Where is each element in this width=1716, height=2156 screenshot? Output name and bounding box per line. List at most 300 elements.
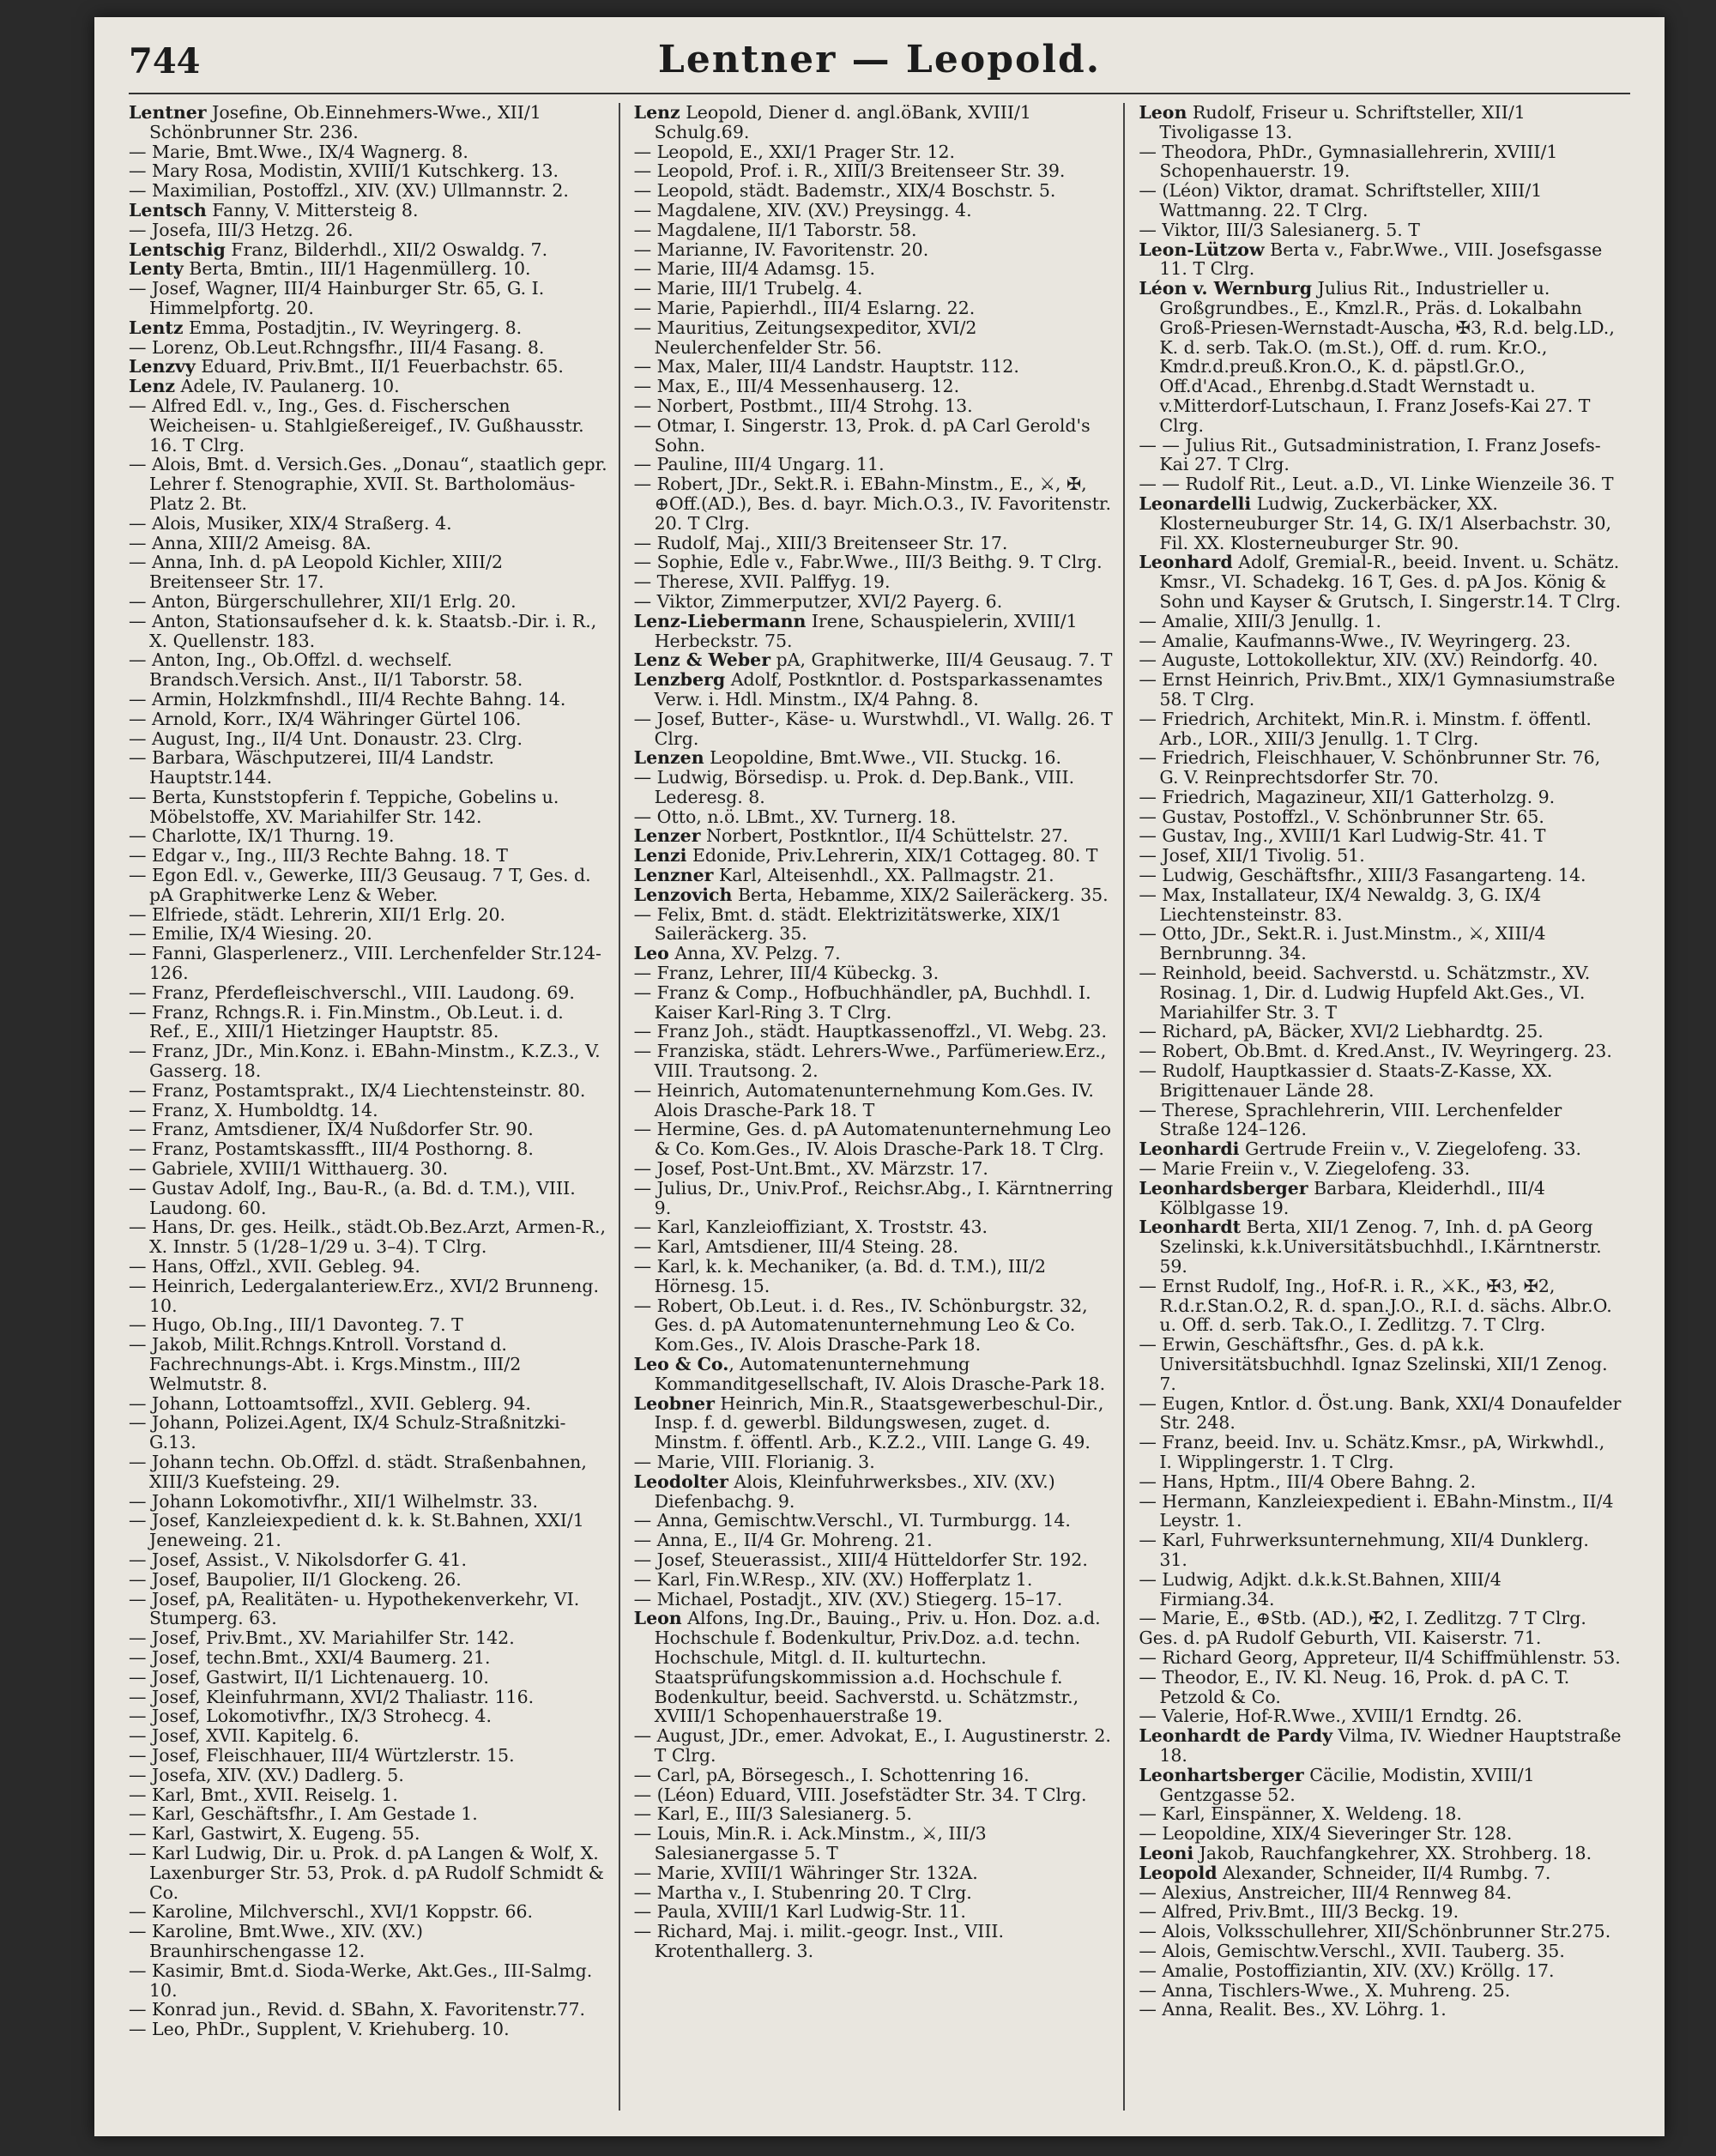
directory-entry bbox=[634, 768, 1115, 807]
page-number: 744 bbox=[129, 41, 201, 82]
directory-entry bbox=[129, 612, 610, 651]
directory-entry bbox=[1139, 142, 1622, 182]
directory-entry bbox=[634, 1883, 1115, 1903]
entry-details: — Amalie, Kaufmanns-Wwe., IV. Weyringerg. 23. bbox=[1139, 630, 1571, 651]
entry-details: Franz, Bilderhdl., XII/2 Oswaldg. 7. bbox=[225, 239, 548, 260]
entry-details: — Josef, Kleinfuhrmann, XVI/2 Thaliastr. 116. bbox=[129, 1686, 535, 1707]
directory-entry bbox=[634, 357, 1115, 377]
directory-entry bbox=[129, 396, 610, 455]
directory-entry bbox=[129, 1452, 610, 1492]
entry-details: — Franz, Postamtskassfft., III/4 Posthorng. 8. bbox=[129, 1138, 534, 1160]
directory-entry bbox=[129, 650, 610, 690]
directory-entry bbox=[634, 1022, 1115, 1042]
entry-details: — Josef, Gastwirt, II/1 Lichtenauerg. 10. bbox=[129, 1666, 489, 1688]
entry-details: — Hans, Hptm., III/4 Obere Bahng. 2. bbox=[1139, 1471, 1477, 1492]
entry-details: — Franziska, städt. Lehrers-Wwe., Parfümeriew.Erz., VIII. Trautsong. 2. bbox=[633, 1041, 1107, 1082]
entry-details: — Alfred Edl. v., Ing., Ges. d. Fischerschen Weicheisen- u. Stahlgießereigef., IV. Gußhausstr. 16. T Clrg. bbox=[129, 395, 584, 456]
directory-entry bbox=[129, 1961, 610, 2001]
entry-details: — Amalie, Postoffiziantin, XIV. (XV.) Kröllg. 17. bbox=[1139, 1960, 1555, 1981]
entry-details: Jakob, Rauchfangkehrer, XX. Strohberg. 18. bbox=[1193, 1842, 1592, 1863]
directory-entry bbox=[634, 259, 1115, 279]
entry-surname: Lentner bbox=[129, 103, 207, 123]
directory-entry bbox=[1139, 1394, 1622, 1434]
entry-details: — Anna, Realit. Bes., XV. Löhrg. 1. bbox=[1139, 1999, 1447, 2020]
directory-entry bbox=[634, 1394, 1115, 1452]
directory-entry bbox=[129, 690, 610, 710]
directory-entry bbox=[1139, 1472, 1622, 1492]
entry-details: Leopoldine, Bmt.Wwe., VII. Stuckg. 16. bbox=[704, 747, 1062, 769]
directory-entry bbox=[634, 553, 1115, 572]
entry-details: — Josefa, XIV. (XV.) Dadlerg. 5. bbox=[129, 1764, 404, 1785]
entry-details: — Norbert, Postbmt., III/4 Strohg. 13. bbox=[633, 395, 973, 416]
entry-details: — Marianne, IV. Favoritenstr. 20. bbox=[633, 239, 929, 260]
entry-details: — Egon Edl. v., Gewerke, III/3 Geusaug. 7 T, Ges. d. pA Graphitwerke Lenz & Weber. bbox=[129, 865, 591, 905]
directory-entry bbox=[1139, 1668, 1622, 1707]
entry-details: — Johann Lokomotivfhr., XII/1 Wilhelmstr. 33. bbox=[129, 1490, 539, 1512]
entry-details: — Anton, Bürgerschullehrer, XII/1 Erlg. 20. bbox=[129, 590, 517, 612]
entry-details: — Karl, Geschäftsfhr., I. Am Gestade 1. bbox=[129, 1803, 478, 1825]
entry-details: — Sophie, Edle v., Fabr.Wwe., III/3 Beithg. 9. T Clrg. bbox=[633, 552, 1103, 573]
directory-entry bbox=[634, 318, 1115, 358]
directory-entry bbox=[634, 1179, 1115, 1218]
entry-details: Fanny, V. Mittersteig 8. bbox=[206, 199, 419, 220]
entry-details: — Karl, Bmt., XVII. Reiselg. 1. bbox=[129, 1784, 398, 1805]
directory-entry bbox=[129, 220, 610, 240]
directory-entry bbox=[129, 1277, 610, 1316]
directory-entry bbox=[634, 846, 1115, 866]
directory-entry bbox=[634, 1452, 1115, 1472]
entry-details: — Elfriede, städt. Lehrerin, XII/1 Erlg. 20. bbox=[129, 903, 506, 925]
entry-details: — Hermine, Ges. d. pA Automatenunternehmung Leo & Co. Kom.Ges., IV. Alois Drasche-Park 18. T Clrg. bbox=[633, 1119, 1112, 1160]
entry-details: — Magdalene, XIV. (XV.) Preysingg. 4. bbox=[633, 199, 972, 220]
directory-entry bbox=[634, 377, 1115, 396]
entry-surname: Lenz-Liebermann bbox=[633, 610, 807, 631]
entry-details: Emma, Postadjtin., IV. Weyringerg. 8. bbox=[183, 317, 523, 338]
entry-details: — Edgar v., Ing., III/3 Rechte Bahng. 18. T bbox=[129, 845, 508, 867]
entry-details: — Berta, Kunststopferin f. Teppiche, Gobelins u. Möbelstoffe, XV. Mariahilfer Str. 142. bbox=[129, 786, 559, 827]
directory-entry bbox=[129, 1706, 610, 1726]
entry-details: — Emilie, IX/4 Wiesing. 20. bbox=[129, 923, 372, 945]
entry-details: — Karl, k. k. Mechaniker, (a. Bd. d. T.M.), III/2 Hörnesg. 15. bbox=[633, 1256, 1047, 1296]
directory-entry bbox=[634, 963, 1115, 983]
directory-entry bbox=[1139, 866, 1622, 885]
directory-entry bbox=[634, 748, 1115, 768]
entry-details: — Anna, E., II/4 Gr. Mohreng. 21. bbox=[633, 1530, 933, 1551]
entry-details: — Richard Georg, Appreteur, II/4 Schiffmühlenstr. 53. bbox=[1139, 1646, 1621, 1668]
directory-entry bbox=[129, 2020, 610, 2039]
directory-entry bbox=[1139, 612, 1622, 631]
directory-entry bbox=[634, 1120, 1115, 1159]
directory-entry bbox=[129, 1139, 610, 1159]
entry-details: — Auguste, Lottokollektur, XIV. (XV.) Reindorfg. 40. bbox=[1139, 649, 1598, 671]
directory-entry bbox=[129, 1120, 610, 1139]
entry-surname: Lentsch bbox=[129, 199, 207, 220]
entry-details: — Josef, Post-Unt.Bmt., XV. Märzstr. 17. bbox=[633, 1158, 988, 1180]
entry-details: — Felix, Bmt. d. städt. Elektrizitätswerke, XIX/1 Saileräckerg. 35. bbox=[633, 903, 1062, 945]
entry-details: — Magdalene, II/1 Taborstr. 58. bbox=[633, 219, 917, 240]
directory-entry bbox=[129, 1492, 610, 1512]
directory-entry bbox=[129, 142, 610, 162]
directory-entry bbox=[129, 1688, 610, 1707]
entry-details: Ludwig, Zuckerbäcker, XX. Klosterneuburger Str. 14, G. IX/1 Alserbachstr. 30, Fil. XX. Klosterneuburger Str. 90. bbox=[1159, 492, 1612, 553]
directory-entry bbox=[129, 1648, 610, 1668]
entry-details: — Josef, pA, Realitäten- u. Hypothekenverkehr, VI. Stumperg. 63. bbox=[129, 1588, 580, 1629]
entry-details: — Anton, Ing., Ob.Offzl. d. wechself. Brandsch.Versich. Anst., II/1 Taborstr. 58. bbox=[129, 649, 523, 691]
entry-details: — Ernst Heinrich, Priv.Bmt., XIX/1 Gymnasiumstraße 58. T Clrg. bbox=[1139, 669, 1616, 710]
entry-details: — Hugo, Ob.Ing., III/1 Davonteg. 7. T bbox=[129, 1314, 463, 1336]
entry-details: — Therese, Sprachlehrerin, VIII. Lerchenfelder Straße 124–126. bbox=[1139, 1099, 1562, 1140]
directory-entry bbox=[129, 338, 610, 358]
directory-entry bbox=[634, 1570, 1115, 1590]
entry-details: — Franz Joh., städt. Hauptkassenoffzl., VI. Webg. 23. bbox=[633, 1021, 1107, 1042]
directory-entry bbox=[129, 1159, 610, 1179]
directory-entry bbox=[1139, 650, 1622, 670]
entry-details: — Otto, n.ö. LBmt., XV. Turnerg. 18. bbox=[633, 806, 957, 827]
directory-entry bbox=[129, 905, 610, 925]
entry-details: — Anna, Inh. d. pA Leopold Kichler, XIII/2 Breitenseer Str. 17. bbox=[129, 552, 504, 593]
directory-entry bbox=[129, 1394, 610, 1414]
directory-entry bbox=[634, 1902, 1115, 1922]
directory-entry bbox=[634, 983, 1115, 1023]
directory-entry bbox=[634, 1922, 1115, 1961]
directory-entry bbox=[1139, 885, 1622, 925]
entry-details: — Paula, XVIII/1 Karl Ludwig-Str. 11. bbox=[633, 1901, 966, 1923]
directory-entry bbox=[1139, 103, 1622, 142]
entry-details: — Alois, Volksschullehrer, XII/Schönbrunner Str.275. bbox=[1139, 1921, 1611, 1942]
entry-details: Adolf, Gremial-R., beeid. Invent. u. Schätz. Kmsr., VI. Schadekg. 16 T, Ges. d. pA Jos. König & Sohn und Kayser & Grutsch, I. Singerstr.14. T Clrg. bbox=[1159, 552, 1622, 612]
directory-entry bbox=[634, 885, 1115, 905]
entry-details: — Leopold, Prof. i. R., XIII/3 Breitenseer Str. 39. bbox=[633, 160, 1066, 182]
directory-entry bbox=[1139, 1804, 1622, 1824]
directory-entry bbox=[634, 1766, 1115, 1785]
entry-details: — Alois, Musiker, XIX/4 Straßerg. 4. bbox=[129, 512, 452, 534]
entry-details: — Gustav, Ing., XVIII/1 Karl Ludwig-Str. 41. T bbox=[1139, 825, 1546, 847]
entry-details: — Gabriele, XVIII/1 Witthauerg. 30. bbox=[129, 1158, 449, 1180]
entry-details: — Marie, III/4 Adamsg. 15. bbox=[633, 258, 876, 280]
directory-entry bbox=[129, 1511, 610, 1550]
directory-entry bbox=[634, 201, 1115, 220]
entry-details: — Amalie, XIII/3 Jenullg. 1. bbox=[1139, 610, 1382, 631]
entry-details: Ges. d. pA Rudolf Geburth, VII. Kaiserstr. 71. bbox=[1139, 1628, 1542, 1649]
directory-entry bbox=[129, 1726, 610, 1746]
directory-entry bbox=[1139, 1766, 1622, 1805]
entry-surname: Leonhard bbox=[1139, 552, 1233, 573]
entry-details: — Marie, Bmt.Wwe., IX/4 Wagnerg. 8. bbox=[129, 141, 468, 162]
entry-details: — Therese, XVII. Palffyg. 19. bbox=[633, 571, 891, 593]
entry-details: — Josefa, III/3 Hetzg. 26. bbox=[129, 219, 353, 240]
directory-entry bbox=[634, 905, 1115, 945]
entry-details: — Julius, Dr., Univ.Prof., Reichsr.Abg., I. Kärntnerring 9. bbox=[633, 1177, 1114, 1218]
directory-entry bbox=[634, 455, 1115, 474]
directory-entry bbox=[129, 1550, 610, 1570]
directory-entry bbox=[129, 866, 610, 905]
entry-details: Heinrich, Min.R., Staatsgewerbeschul-Dir., Insp. f. d. gewerbl. Bildungswesen, zuget. d. Minstm. f. öffentl. Arb., K.Z.2., VIII. Lange G. 49. bbox=[654, 1392, 1104, 1453]
directory-entry bbox=[634, 1472, 1115, 1512]
directory-entry bbox=[1139, 1942, 1622, 1961]
column-middle bbox=[634, 103, 1126, 2111]
directory-entry bbox=[1139, 1883, 1622, 1903]
entry-details: — Gustav Adolf, Ing., Bau-R., (a. Bd. d. T.M.), VIII. Laudong. 60. bbox=[129, 1177, 576, 1218]
directory-entry bbox=[1139, 631, 1622, 651]
entry-details: — Martha v., I. Stubenring 20. T Clrg. bbox=[633, 1881, 972, 1903]
entry-surname: Leon-Lützow bbox=[1139, 239, 1265, 260]
directory-entry bbox=[129, 1179, 610, 1218]
entry-details: — Rudolf, Maj., XIII/3 Breitenseer Str. 17. bbox=[633, 532, 1008, 553]
entry-details: — Karoline, Bmt.Wwe., XIV. (XV.) Braunhirschengasse 12. bbox=[129, 1921, 424, 1961]
directory-entry bbox=[634, 1355, 1115, 1394]
entry-details: Cäcilie, Modistin, XVIII/1 Gentzgasse 52. bbox=[1159, 1764, 1535, 1805]
directory-entry bbox=[129, 1804, 610, 1824]
directory-entry bbox=[634, 710, 1115, 749]
entry-details: — August, Ing., II/4 Unt. Donaustr. 23. Clrg. bbox=[129, 728, 523, 749]
entry-details: — Viktor, III/3 Salesianerg. 5. T bbox=[1139, 219, 1420, 240]
entry-details: — Leopold, städt. Bademstr., XIX/4 Boschstr. 5. bbox=[633, 180, 1056, 202]
entry-details: — Anna, Tischlers-Wwe., X. Muhreng. 25. bbox=[1139, 1979, 1511, 2001]
directory-entry bbox=[129, 1042, 610, 1081]
entry-details: — Konrad jun., Revid. d. SBahn, X. Favoritenstr.77. bbox=[129, 1999, 586, 2020]
directory-entry bbox=[1139, 1902, 1622, 1922]
entry-details: — Karl, Kanzleioffiziant, X. Troststr. 43. bbox=[633, 1217, 988, 1238]
entry-details: — (Léon) Viktor, dramat. Schriftsteller, XIII/1 Wattmanng. 22. T Clrg. bbox=[1139, 180, 1543, 220]
directory-entry bbox=[129, 846, 610, 866]
entry-details: — — Rudolf Rit., Leut. a.D., VI. Linke Wienzeile 36. T bbox=[1139, 474, 1614, 495]
entry-details: — Ernst Rudolf, Ing., Hof-R. i. R., ⚔K., ✠3, ✠2, R.d.r.Stan.O.2, R. d. span.J.O., R.I. d. sächs. Albr.O. u. Off. d. serb. Tak.O., I. Zedlitzg. 7. T Clrg. bbox=[1139, 1275, 1612, 1336]
directory-entry bbox=[1139, 494, 1622, 553]
entry-details: — Rudolf, Hauptkassier d. Staats-Z-Kasse, XX. Brigittenauer Lände 28. bbox=[1139, 1060, 1553, 1101]
directory-entry bbox=[1139, 1844, 1622, 1863]
directory-entry bbox=[1139, 279, 1622, 435]
directory-entry bbox=[129, 1922, 610, 1961]
entry-details: — Friedrich, Magazineur, XII/1 Gatterholzg. 9. bbox=[1139, 786, 1556, 807]
entry-details: — Marie, Papierhdl., III/4 Eslarng. 22. bbox=[633, 297, 976, 318]
entry-details: — Max, E., III/4 Messenhauserg. 12. bbox=[633, 376, 960, 397]
entry-details: — Viktor, Zimmerputzer, XVI/2 Payerg. 6. bbox=[633, 590, 1003, 612]
directory-entry bbox=[1139, 826, 1622, 846]
entry-details: — Eugen, Kntlor. d. Öst.ung. Bank, XXI/4 Donaufelder Str. 248. bbox=[1139, 1392, 1622, 1434]
directory-entry bbox=[129, 1413, 610, 1452]
directory-entry bbox=[129, 1902, 610, 1922]
entry-details: — Alois, Bmt. d. Versich.Ges. „Donau“, staatlich gepr. Lehrer f. Stenographie, XVII. St. Bartholomäus-Platz 2. Bt. bbox=[129, 454, 607, 514]
entry-details: — Josef, Kanzleiexpedient d. k. k. St.Bahnen, XXI/1 Jeneweing. 21. bbox=[129, 1510, 584, 1551]
directory-entry bbox=[129, 357, 610, 377]
directory-entry bbox=[129, 201, 610, 220]
directory-entry bbox=[129, 983, 610, 1003]
entry-details: — Franz, Pferdefleischverschl., VIII. Laudong. 69. bbox=[129, 981, 575, 1003]
entry-details: — Josef, XII/1 Tivolig. 51. bbox=[1139, 845, 1365, 867]
entry-details: — Marie, E., ⊕Stb. (AD.), ✠2, I. Zedlitzg. 7 T Clrg. bbox=[1139, 1608, 1586, 1629]
entry-details: — August, JDr., emer. Advokat, E., I. Augustinerstr. 2. T Clrg. bbox=[633, 1725, 1111, 1766]
entry-details: — Josef, XVII. Kapitelg. 6. bbox=[129, 1725, 360, 1747]
directory-entry bbox=[129, 924, 610, 944]
directory-entry bbox=[129, 534, 610, 553]
directory-entry bbox=[634, 1511, 1115, 1531]
directory-entry bbox=[129, 710, 610, 729]
entry-surname: Leo bbox=[633, 943, 669, 964]
entry-details: — Max, Maler, III/4 Landstr. Hauptstr. 112. bbox=[633, 356, 1019, 377]
entry-details: — Leopold, E., XXI/1 Prager Str. 12. bbox=[633, 141, 956, 162]
entry-details: — Fanni, Glasperlenerz., VIII. Lerchenfelder Str.124-126. bbox=[129, 943, 601, 984]
directory-entry bbox=[634, 866, 1115, 885]
entry-details: — Karoline, Milchverschl., XVI/1 Koppstr. 66. bbox=[129, 1901, 534, 1923]
entry-surname: Leon bbox=[633, 1608, 682, 1629]
directory-entry bbox=[634, 1785, 1115, 1805]
entry-details: — Josef, Butter-, Käse- u. Wurstwhdl., VI. Wallg. 26. T Clrg. bbox=[633, 708, 1113, 749]
directory-entry bbox=[1139, 924, 1622, 963]
directory-entry bbox=[129, 161, 610, 181]
entry-details: pA, Graphitwerke, III/4 Geusaug. 7. T bbox=[770, 649, 1113, 671]
entry-details: — Karl, Einspänner, X. Weldeng. 18. bbox=[1139, 1803, 1462, 1825]
entry-surname: Leonhardt de Pardy bbox=[1139, 1725, 1332, 1747]
entry-details: — Lorenz, Ob.Leut.Rchngsfhr., III/4 Fasang. 8. bbox=[129, 336, 545, 358]
directory-entry bbox=[1139, 1648, 1622, 1668]
entry-surname: Leobner bbox=[633, 1392, 715, 1414]
directory-entry bbox=[1139, 1706, 1622, 1726]
directory-entry bbox=[1139, 1981, 1622, 2001]
entry-details: Barbara, Kleiderhdl., III/4 Kölblgasse 19. bbox=[1159, 1177, 1545, 1218]
directory-entry bbox=[634, 1804, 1115, 1824]
entry-details: — Robert, JDr., Sekt.R. i. EBahn-Minstm., E., ⚔, ✠, ⊕Off.(AD.), Bes. d. bayr. Mich.O.3., IV. Favoritenstr. 20. T Clrg. bbox=[633, 474, 1111, 534]
entry-details: — Anton, Stationsaufseher d. k. k. Staatsb.-Dir. i. R., X. Quellenstr. 183. bbox=[129, 610, 597, 651]
entry-details: — Jakob, Milit.Rchngs.Kntroll. Vorstand d. Fachrechnungs-Abt. i. Krgs.Minstm., III/2 Welmutstr. 8. bbox=[129, 1334, 522, 1394]
directory-entry bbox=[129, 1081, 610, 1101]
entry-surname: Lenzvy bbox=[129, 356, 196, 377]
entry-details: — Karl Ludwig, Dir. u. Prok. d. pA Langen & Wolf, X. Laxenburger Str. 53, Prok. d. pA Rudolf Schmidt & Co. bbox=[129, 1842, 605, 1903]
directory-entry bbox=[1139, 1531, 1622, 1570]
directory-entry bbox=[129, 1335, 610, 1393]
entry-details: Adolf, Postkntlor. d. Postsparkassenamtes Verw. i. Hdl. Minstm., IX/4 Pahng. 8. bbox=[654, 669, 1103, 710]
entry-details: — Franz, Postamtsprakt., IX/4 Liechtensteinstr. 80. bbox=[129, 1079, 586, 1101]
entry-details: — Friedrich, Fleischhauer, V. Schönbrunner Str. 76, G. V. Reinprechtsdorfer Str. 70. bbox=[1139, 747, 1601, 788]
directory-entry bbox=[129, 1101, 610, 1120]
entry-details: — Pauline, III/4 Ungarg. 11. bbox=[633, 454, 885, 475]
entry-surname: Lentschig bbox=[129, 239, 226, 260]
directory-entry bbox=[634, 1257, 1115, 1296]
entry-details: — Friedrich, Architekt, Min.R. i. Minstm. f. öffentl. Arb., LOR., XIII/3 Jenullg. 1. T Clrg. bbox=[1139, 708, 1592, 749]
directory-entry bbox=[634, 650, 1115, 670]
directory-entry bbox=[1139, 1217, 1622, 1276]
entry-details: Josefine, Ob.Einnehmers-Wwe., XII/1 Schönbrunner Str. 236. bbox=[149, 103, 541, 142]
entry-surname: Leonhartsberger bbox=[1139, 1764, 1304, 1785]
entry-details: — Alfred, Priv.Bmt., III/3 Beckg. 19. bbox=[1139, 1901, 1459, 1923]
entry-surname: Lenty bbox=[129, 258, 184, 280]
directory-entry bbox=[1139, 710, 1622, 749]
entry-surname: Leoni bbox=[1139, 1842, 1194, 1863]
directory-entry bbox=[1139, 553, 1622, 611]
directory-entry bbox=[129, 788, 610, 827]
entry-surname: Leonhardsberger bbox=[1139, 1177, 1308, 1199]
directory-entry bbox=[634, 1863, 1115, 1883]
directory-entry bbox=[129, 181, 610, 201]
directory-entry bbox=[1139, 1824, 1622, 1844]
directory-entry bbox=[129, 592, 610, 612]
directory-entry bbox=[1139, 788, 1622, 807]
entry-surname: Lenzner bbox=[633, 865, 714, 886]
directory-entry bbox=[1139, 1101, 1622, 1140]
entry-details: Karl, Alteisenhdl., XX. Pallmagstr. 21. bbox=[713, 865, 1054, 886]
directory-entry bbox=[1139, 807, 1622, 827]
running-head: Lentner — Leopold. bbox=[657, 38, 1102, 82]
entry-details: Alois, Kleinfuhrwerksbes., XIV. (XV.) Diefenbachg. 9. bbox=[654, 1471, 1055, 1512]
entry-details: — Karl, Fin.W.Resp., XIV. (XV.) Hofferplatz 1. bbox=[633, 1568, 1033, 1590]
entry-surname: Léon v. Wernburg bbox=[1139, 278, 1313, 299]
directory-entry bbox=[634, 396, 1115, 416]
directory-entry bbox=[1139, 1433, 1622, 1472]
entry-details: Vilma, IV. Wiedner Hauptstraße 18. bbox=[1159, 1725, 1622, 1766]
entry-details: — Mary Rosa, Modistin, XVIII/1 Kutschkerg. 13. bbox=[129, 160, 559, 182]
entry-details: Rudolf, Friseur u. Schriftsteller, XII/1 Tivoligasse 13. bbox=[1159, 103, 1526, 142]
entry-surname: Lenzen bbox=[633, 747, 704, 769]
directory-entry bbox=[634, 240, 1115, 260]
directory-entry bbox=[634, 1550, 1115, 1570]
entry-details: — Josef, Assist., V. Nikolsdorfer G. 41. bbox=[129, 1549, 467, 1570]
page-header bbox=[129, 33, 1630, 94]
entry-details: — Hans, Dr. ges. Heilk., städt.Ob.Bez.Arzt, Armen-R., X. Innstr. 5 (1/28–1/29 u. 3–4). T Clrg. bbox=[129, 1217, 607, 1258]
entry-details: Berta v., Fabr.Wwe., VIII. Josefsgasse 11. T Clrg. bbox=[1159, 239, 1603, 280]
directory-entry bbox=[634, 1217, 1115, 1237]
directory-entry bbox=[129, 1570, 610, 1590]
entry-details: — Armin, Holzkmfnshdl., III/4 Rechte Bahng. 14. bbox=[129, 688, 566, 710]
directory-entry bbox=[1139, 1277, 1622, 1335]
directory-entry bbox=[129, 1590, 610, 1629]
entry-details: — Franz, JDr., Min.Konz. i. EBahn-Minstm., K.Z.3., V. Gasserg. 18. bbox=[129, 1041, 601, 1082]
entry-details: Alexander, Schneider, II/4 Rumbg. 7. bbox=[1217, 1862, 1551, 1883]
entry-details: — Hans, Offzl., XVII. Gebleg. 94. bbox=[129, 1256, 420, 1277]
entry-details: — Otto, JDr., Sekt.R. i. Just.Minstm., ⚔, XIII/4 Bernbrunng. 34. bbox=[1139, 923, 1546, 964]
entry-details: — Robert, Ob.Leut. i. d. Res., IV. Schönburgstr. 32, Ges. d. pA Automatenunternehmung Leo & Co. Kom.Ges., IV. Alois Drasche-Park 18. bbox=[633, 1295, 1088, 1356]
entry-details: — Theodora, PhDr., Gymnasiallehrerin, XVIII/1 Schopenhauerstr. 19. bbox=[1139, 141, 1558, 182]
entry-details: — Karl, E., III/3 Salesianerg. 5. bbox=[633, 1803, 912, 1825]
directory-entry bbox=[129, 1766, 610, 1785]
column-right bbox=[1139, 103, 1630, 2111]
directory-entry bbox=[129, 1785, 610, 1805]
directory-entry bbox=[129, 1628, 610, 1648]
entry-surname: Lenzberg bbox=[633, 669, 726, 691]
directory-entry bbox=[129, 748, 610, 788]
entry-details: — Robert, Ob.Bmt. d. Kred.Anst., IV. Weyringerg. 23. bbox=[1139, 1041, 1612, 1062]
entry-surname: Lenzer bbox=[633, 825, 701, 847]
directory-entry bbox=[634, 1237, 1115, 1257]
directory-entry bbox=[634, 944, 1115, 963]
entry-surname: Leonhardi bbox=[1139, 1138, 1240, 1160]
entry-details: — Karl, Fuhrwerksunternehmung, XII/4 Dunklerg. 31. bbox=[1139, 1530, 1589, 1570]
directory-entry bbox=[129, 553, 610, 592]
entry-details: Edonide, Priv.Lehrerin, XIX/1 Cottageg. 80. T bbox=[686, 845, 1098, 867]
entry-details: — Ludwig, Geschäftsfhr., XIII/3 Fasangarteng. 14. bbox=[1139, 865, 1586, 886]
entry-details: Norbert, Postkntlor., II/4 Schüttelstr. 27. bbox=[700, 825, 1069, 847]
entry-details: — Franz, Lehrer, III/4 Kübeckg. 3. bbox=[633, 963, 940, 984]
entry-details: Irene, Schauspielerin, XVIII/1 Herbeckstr. 75. bbox=[654, 610, 1078, 651]
entry-details: — Franz, Amtsdiener, IX/4 Nußdorfer Str. 90. bbox=[129, 1119, 534, 1140]
directory-entry bbox=[129, 1824, 610, 1844]
directory-entry bbox=[129, 1003, 610, 1042]
entry-details: — Franz, X. Humboldtg. 14. bbox=[129, 1099, 378, 1120]
entry-details: — Josef, techn.Bmt., XXI/4 Baumerg. 21. bbox=[129, 1646, 491, 1668]
directory-entry bbox=[634, 103, 1115, 142]
directory-entry bbox=[634, 1042, 1115, 1081]
entry-details: — — Julius Rit., Gutsadministration, I. Franz Josefs-Kai 27. T Clrg. bbox=[1139, 434, 1601, 475]
directory-entry bbox=[129, 1668, 610, 1688]
directory-entry bbox=[1139, 748, 1622, 788]
directory-entry bbox=[129, 1844, 610, 1902]
entry-details: — Marie, VIII. Florianig. 3. bbox=[633, 1451, 875, 1472]
directory-entry bbox=[1139, 1922, 1622, 1942]
entry-details: — Johann, Lottoamtsoffzl., XVII. Geblerg. 94. bbox=[129, 1392, 531, 1414]
entry-details: — Heinrich, Ledergalanteriew.Erz., XVI/2 Brunneng. 10. bbox=[129, 1275, 599, 1316]
entry-details: — Karl, Gastwirt, X. Eugeng. 55. bbox=[129, 1823, 420, 1845]
directory-page bbox=[94, 17, 1665, 2136]
directory-entry bbox=[1139, 1492, 1622, 1531]
directory-entry bbox=[1139, 1139, 1622, 1159]
